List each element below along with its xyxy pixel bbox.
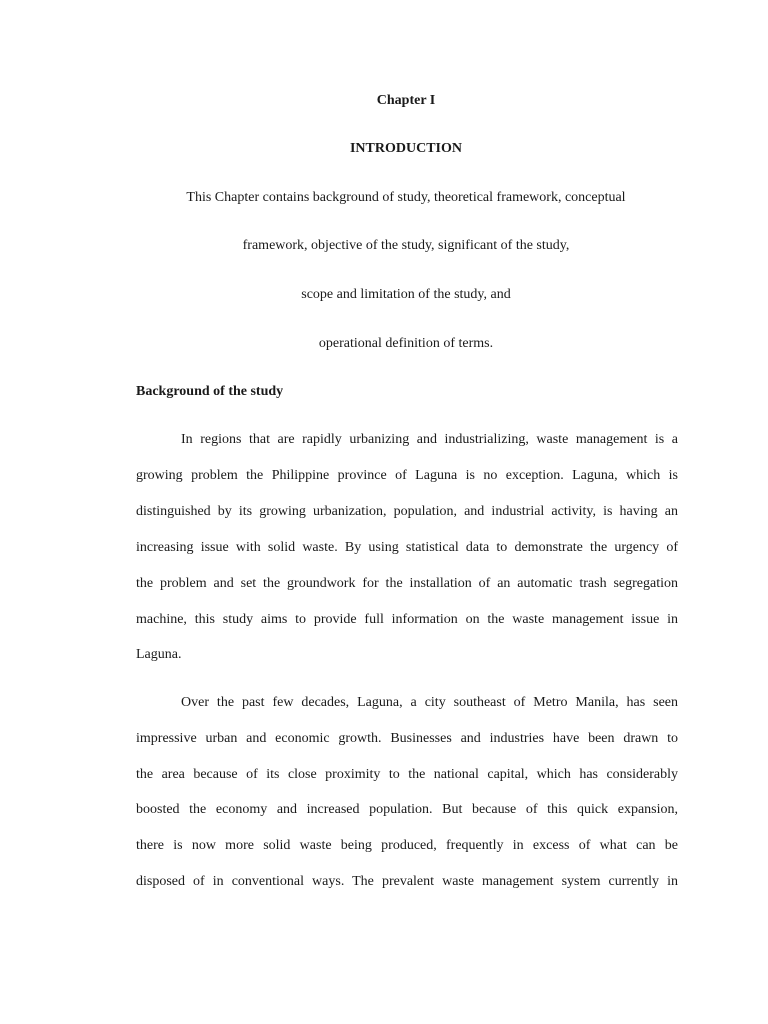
- paragraph-line: disposed of in conventional ways. The prevalent waste management system currently in: [136, 874, 678, 889]
- paragraph-line: distinguished by its growing urbanization, population, and industrial activity, is having an: [136, 504, 678, 519]
- paragraph-line: In regions that are rapidly urbanizing and industrializing, waste management is a: [181, 432, 678, 447]
- chapter-label: Chapter I: [376, 93, 436, 108]
- paragraph-line: boosted the economy and increased population. But because of this quick expansion,: [136, 802, 678, 817]
- paragraph-line: increasing issue with solid waste. By using statistical data to demonstrate the urgency of: [136, 540, 678, 555]
- chapter-title: INTRODUCTION: [349, 141, 462, 156]
- section-heading: Background of the study: [136, 384, 284, 399]
- intro-line: framework, objective of the study, significant of the study,: [242, 238, 570, 253]
- paragraph-line: Laguna.: [136, 647, 182, 662]
- paragraph-line: machine, this study aims to provide full information on the waste management issue in: [136, 612, 678, 627]
- paragraph-line: the problem and set the groundwork for the installation of an automatic trash segregation: [136, 576, 678, 591]
- paragraph-line: the area because of its close proximity to the national capital, which has considerably: [136, 767, 678, 782]
- intro-line: operational definition of terms.: [318, 336, 494, 351]
- paragraph-line: growing problem the Philippine province of Laguna is no exception. Laguna, which is: [136, 468, 678, 483]
- intro-line: scope and limitation of the study, and: [301, 287, 511, 302]
- paragraph-line: impressive urban and economic growth. Businesses and industries have been drawn to: [136, 731, 678, 746]
- intro-line: This Chapter contains background of study, theoretical framework, conceptual: [186, 190, 626, 205]
- paragraph-line: Over the past few decades, Laguna, a city southeast of Metro Manila, has seen: [181, 695, 678, 710]
- paragraph-line: there is now more solid waste being produced, frequently in excess of what can be: [136, 838, 678, 853]
